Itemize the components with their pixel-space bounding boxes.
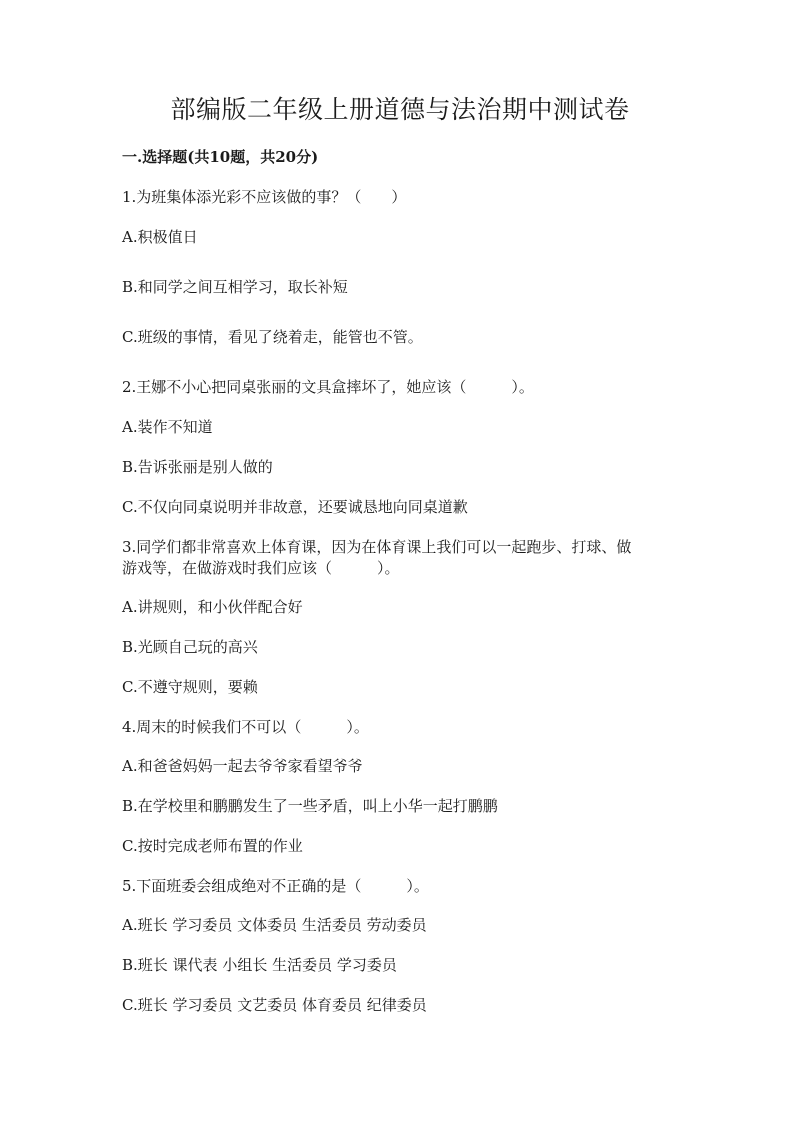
question-2-stem: 2.王娜不小心把同桌张丽的文具盒摔坏了，她应该（ ）。	[122, 378, 534, 396]
page-title: 部编版二年级上册道德与法治期中测试卷	[170, 95, 630, 124]
question-4-option-c: C.按时完成老师布置的作业	[122, 837, 303, 855]
question-3-option-a: A.讲规则，和小伙伴配合好	[122, 598, 303, 616]
question-5-option-b: B.班长 课代表 小组长 生活委员 学习委员	[122, 956, 397, 974]
question-3-option-c: C.不遵守规则，要赖	[122, 678, 258, 696]
question-2-option-c: C.不仅向同桌说明并非故意，还要诚恳地向同桌道歉	[122, 498, 468, 516]
question-1-option-b: B.和同学之间互相学习，取长补短	[122, 278, 348, 296]
question-4-option-a: A.和爸爸妈妈一起去爷爷家看望爷爷	[122, 757, 363, 775]
question-3-stem-line-2: 游戏等，在做游戏时我们应该（ ）。	[122, 559, 400, 577]
question-1-stem: 1.为班集体添光彩不应该做的事？（ ）	[122, 188, 407, 206]
question-1-option-c: C.班级的事情，看见了绕着走，能管也不管。	[122, 328, 423, 346]
question-4-stem: 4.周末的时候我们不可以（ ）。	[122, 718, 369, 736]
question-5-option-c: C.班长 学习委员 文艺委员 体育委员 纪律委员	[122, 996, 427, 1014]
question-3-stem-line-1: 3.同学们都非常喜欢上体育课，因为在体育课上我们可以一起跑步、打球、做	[122, 538, 632, 556]
question-2-option-a: A.装作不知道	[122, 418, 213, 436]
question-2-option-b: B.告诉张丽是别人做的	[122, 458, 273, 476]
question-5-stem: 5.下面班委会组成绝对不正确的是（ ）。	[122, 877, 429, 895]
section-heading: 一.选择题(共10题，共20分)	[122, 148, 319, 166]
question-4-option-b: B.在学校里和鹏鹏发生了一些矛盾，叫上小华一起打鹏鹏	[122, 797, 498, 815]
question-1-option-a: A.积极值日	[122, 228, 198, 246]
question-3-option-b: B.光顾自己玩的高兴	[122, 638, 258, 656]
question-5-option-a: A.班长 学习委员 文体委员 生活委员 劳动委员	[122, 916, 427, 934]
